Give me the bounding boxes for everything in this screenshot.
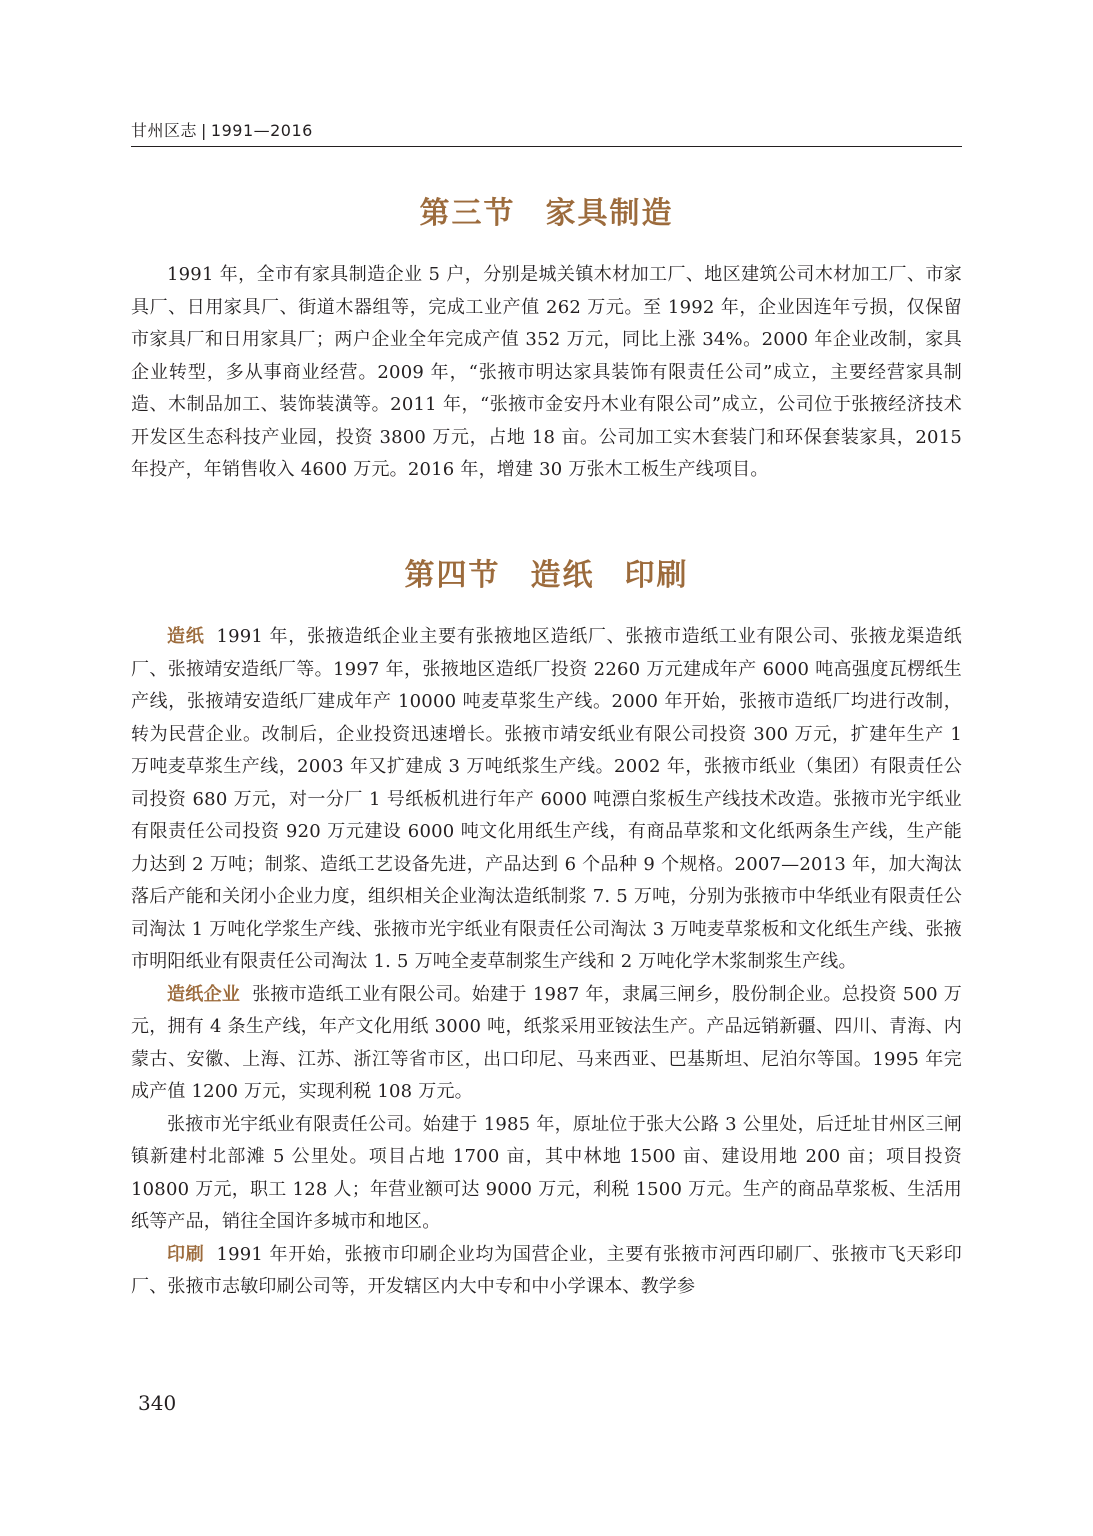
- section-3-paragraph: 1991 年，全市有家具制造企业 5 户，分别是城关镇木材加工厂、地区建筑公司木材加工厂、市家具厂、日用家具厂、街道木器组等，完成工业产值 262 万元。至 1992 年，企业因连年亏损，仅保留市家具厂和日用家具厂；两户企业全年完成产值 352 万元，同比上涨 34%。2000 年企业改制，家具企业转型，多从事商业经营。2009 年，“张掖市明达家具装饰有限责任公司”成立，主要经营家具制造、木制品加工、装饰装潢等。2011 年，“张掖市金安丹木业有限公司”成立，公司位于张掖经济技术开发区生态科技产业园，投资 3800 万元，占地 18 亩。公司加工实木套装门和环保套装家具，2015 年投产，年销售收入 4600 万元。2016 年，增建 30 万张木工板生产线项目。: [131, 264, 962, 480]
- section-3-number: 第三节: [419, 196, 516, 231]
- section-4-name-printing: 印刷: [624, 558, 689, 593]
- paragraph-papermaking-text: 1991 年，张掖造纸企业主要有张掖地区造纸厂、张掖市造纸工业有限公司、张掖龙渠造纸厂、张掖靖安造纸厂等。1997 年，张掖地区造纸厂投资 2260 万元建成年产 6000 吨高强度瓦楞纸生产线，张掖靖安造纸厂建成年产 10000 吨麦草浆生产线。2000 年开始，张掖市造纸厂均进行改制，转为民营企业。改制后，企业投资迅速增长。张掖市靖安纸业有限公司投资 300 万元，扩建年生产 1 万吨麦草浆生产线，2003 年又扩建成 3 万吨纸浆生产线。2002 年，张掖市纸业（集团）有限责任公司投资 680 万元，对一分厂 1 号纸板机进行年产 6000 吨漂白浆板生产线技术改造。张掖市光宇纸业有限责任公司投资 920 万元建设 6000 吨文化用纸生产线，有商品草浆和文化纸两条生产线，生产能力达到 2 万吨；制浆、造纸工艺设备先进，产品达到 6 个品种 9 个规格。2007—2013 年，加大淘汰落后产能和关闭小企业力度，组织相关企业淘汰造纸制浆 7. 5 万吨，分别为张掖市中华纸业有限责任公司淘汰 1 万吨化学浆生产线、张掖市光宇纸业有限责任公司淘汰 3 万吨麦草浆板和文化纸生产线、张掖市明阳纸业有限责任公司淘汰 1. 5 万吨全麦草制浆生产线和 2 万吨化学木浆制浆生产线。: [131, 626, 962, 972]
- paragraph-guangyu-paper: [131, 1109, 962, 1239]
- paragraph-printing: [131, 1239, 962, 1304]
- section-4-number: 第四节: [404, 558, 501, 593]
- page-number: 340: [138, 1391, 177, 1415]
- paragraph-paper-enterprise: [131, 979, 962, 1109]
- paragraph-printing-text: 1991 年开始，张掖市印刷企业均为国营企业，主要有张掖市河西印刷厂、张掖市飞天彩印厂、张掖市志敏印刷公司等，开发辖区内大中专和中小学课本、教学参: [131, 1243, 962, 1297]
- book-title: 甘州区志: [131, 121, 198, 140]
- section-4-body: [131, 621, 962, 1304]
- paragraph-guangyu-paper-text: 张掖市光宇纸业有限责任公司。始建于 1985 年，原址位于张大公路 3 公里处，后迁址甘州区三闸镇新建村北部滩 5 公里处。项目占地 1700 亩，其中林地 1500 亩、建设用地 200 亩；项目投资 10800 万元，职工 128 人；年营业额可达 9000 万元，利税 1500 万元。生产的商品草浆板、生活用纸等产品，销往全国许多城市和地区。: [131, 1113, 962, 1232]
- section-3-name: 家具制造: [545, 196, 674, 231]
- section-3-body: [131, 259, 962, 487]
- header-separator: |: [201, 121, 207, 140]
- book-years: 1991—2016: [210, 121, 313, 140]
- term-printing: 印刷: [167, 1243, 205, 1265]
- running-header: [131, 120, 962, 147]
- section-4-title: [131, 556, 962, 596]
- paragraph-papermaking: [131, 621, 962, 979]
- section-4-name-papermaking: 造纸: [530, 558, 595, 593]
- term-paper-enterprise: 造纸企业: [167, 983, 241, 1005]
- paragraph-paper-enterprise-text: 张掖市造纸工业有限公司。始建于 1987 年，隶属三闸乡，股份制企业。总投资 500 万元，拥有 4 条生产线，年产文化用纸 3000 吨，纸浆采用亚铵法生产。产品远销新疆、四川、青海、内蒙古、安徽、上海、江苏、浙江等省市区，出口印尼、马来西亚、巴基斯坦、尼泊尔等国。1995 年完成产值 1200 万元，实现利税 108 万元。: [131, 983, 962, 1102]
- section-3-title: [131, 194, 962, 234]
- term-papermaking: 造纸: [167, 626, 205, 647]
